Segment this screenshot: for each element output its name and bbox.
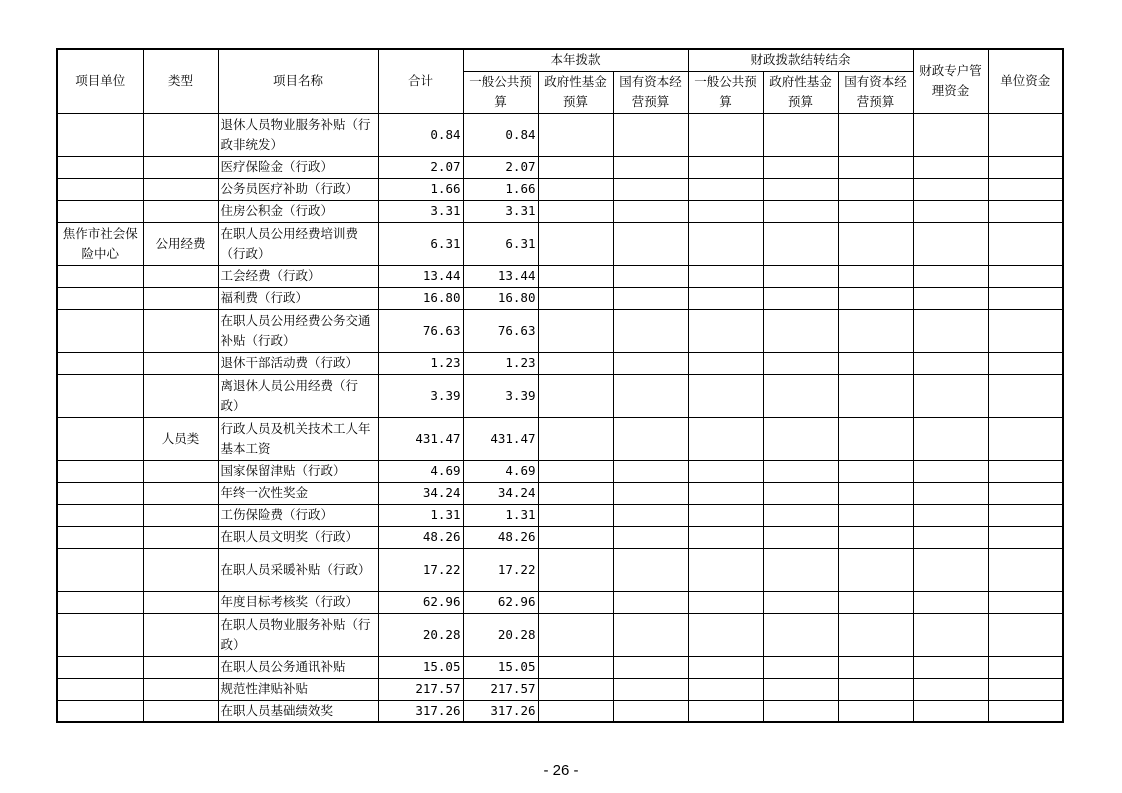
type-cell xyxy=(143,374,218,417)
table-row xyxy=(57,504,1063,526)
table-row xyxy=(57,417,1063,460)
type-cell xyxy=(143,113,218,156)
cy-general-cell: 2.07 xyxy=(463,156,538,178)
empty-cell xyxy=(838,613,913,656)
empty-cell xyxy=(688,352,763,374)
empty-cell xyxy=(538,548,613,591)
empty-cell xyxy=(688,265,763,287)
empty-cell xyxy=(838,287,913,309)
unit-cell xyxy=(57,178,143,200)
empty-cell xyxy=(613,222,688,265)
empty-cell xyxy=(688,156,763,178)
total-cell: 62.96 xyxy=(378,591,463,613)
total-cell: 13.44 xyxy=(378,265,463,287)
empty-cell xyxy=(763,113,838,156)
table-row xyxy=(57,656,1063,678)
empty-cell xyxy=(763,265,838,287)
empty-cell xyxy=(538,200,613,222)
unit-cell xyxy=(57,678,143,700)
empty-cell xyxy=(613,352,688,374)
empty-cell xyxy=(763,678,838,700)
empty-cell xyxy=(913,178,988,200)
total-cell: 6.31 xyxy=(378,222,463,265)
cy-general-cell: 3.31 xyxy=(463,200,538,222)
type-cell xyxy=(143,178,218,200)
empty-cell xyxy=(763,504,838,526)
unit-cell xyxy=(57,482,143,504)
empty-cell xyxy=(913,460,988,482)
empty-cell xyxy=(613,482,688,504)
empty-cell xyxy=(913,482,988,504)
table-row xyxy=(57,156,1063,178)
empty-cell xyxy=(838,113,913,156)
empty-cell xyxy=(988,178,1063,200)
empty-cell xyxy=(988,656,1063,678)
empty-cell xyxy=(913,504,988,526)
total-cell: 4.69 xyxy=(378,460,463,482)
empty-cell xyxy=(538,265,613,287)
project-name-cell: 福利费（行政） xyxy=(218,287,378,309)
type-cell: 人员类 xyxy=(143,417,218,460)
total-cell: 1.31 xyxy=(378,504,463,526)
project-name-cell: 退休干部活动费（行政） xyxy=(218,352,378,374)
empty-cell xyxy=(838,265,913,287)
empty-cell xyxy=(913,200,988,222)
empty-cell xyxy=(613,526,688,548)
unit-cell xyxy=(57,113,143,156)
unit-cell xyxy=(57,265,143,287)
table-row xyxy=(57,222,1063,265)
project-name-cell: 退休人员物业服务补贴（行政非统发） xyxy=(218,113,378,156)
type-cell xyxy=(143,591,218,613)
empty-cell xyxy=(988,700,1063,722)
project-name-cell: 公务员医疗补助（行政） xyxy=(218,178,378,200)
table-row xyxy=(57,700,1063,722)
empty-cell xyxy=(838,504,913,526)
empty-cell xyxy=(688,548,763,591)
empty-cell xyxy=(688,222,763,265)
empty-cell xyxy=(913,222,988,265)
cy-general-cell: 431.47 xyxy=(463,417,538,460)
empty-cell xyxy=(538,113,613,156)
cy-general-cell: 317.26 xyxy=(463,700,538,722)
empty-cell xyxy=(763,222,838,265)
project-name-cell: 年终一次性奖金 xyxy=(218,482,378,504)
table-row xyxy=(57,613,1063,656)
project-name-cell: 行政人员及机关技术工人年基本工资 xyxy=(218,417,378,460)
empty-cell xyxy=(763,526,838,548)
type-cell xyxy=(143,309,218,352)
table-row xyxy=(57,309,1063,352)
project-name-cell: 工伤保险费（行政） xyxy=(218,504,378,526)
project-name-cell: 在职人员基础绩效奖 xyxy=(218,700,378,722)
empty-cell xyxy=(688,374,763,417)
unit-cell xyxy=(57,352,143,374)
empty-cell xyxy=(688,287,763,309)
unit-cell xyxy=(57,591,143,613)
cy-general-cell: 13.44 xyxy=(463,265,538,287)
empty-cell xyxy=(913,700,988,722)
empty-cell xyxy=(988,113,1063,156)
empty-cell xyxy=(988,548,1063,591)
empty-cell xyxy=(538,613,613,656)
cy-general-cell: 1.31 xyxy=(463,504,538,526)
empty-cell xyxy=(988,678,1063,700)
empty-cell xyxy=(913,526,988,548)
empty-cell xyxy=(988,482,1063,504)
table-row xyxy=(57,374,1063,417)
unit-cell xyxy=(57,613,143,656)
empty-cell xyxy=(538,504,613,526)
empty-cell xyxy=(538,156,613,178)
empty-cell xyxy=(913,656,988,678)
empty-cell xyxy=(838,222,913,265)
project-name-cell: 规范性津贴补贴 xyxy=(218,678,378,700)
empty-cell xyxy=(613,613,688,656)
empty-cell xyxy=(613,700,688,722)
empty-cell xyxy=(538,309,613,352)
empty-cell xyxy=(988,613,1063,656)
empty-cell xyxy=(688,482,763,504)
empty-cell xyxy=(538,460,613,482)
empty-cell xyxy=(763,700,838,722)
cy-general-cell: 17.22 xyxy=(463,548,538,591)
empty-cell xyxy=(538,700,613,722)
empty-cell xyxy=(763,460,838,482)
cy-general-cell: 34.24 xyxy=(463,482,538,504)
empty-cell xyxy=(613,265,688,287)
empty-cell xyxy=(538,526,613,548)
type-cell xyxy=(143,656,218,678)
header-current-year: 本年拨款 xyxy=(463,49,688,71)
header-special-fund: 财政专户管理资金 xyxy=(913,49,988,113)
project-name-cell: 离退休人员公用经费（行政） xyxy=(218,374,378,417)
project-name-cell: 医疗保险金（行政） xyxy=(218,156,378,178)
empty-cell xyxy=(913,548,988,591)
type-cell xyxy=(143,265,218,287)
cy-general-cell: 3.39 xyxy=(463,374,538,417)
empty-cell xyxy=(838,656,913,678)
empty-cell xyxy=(538,287,613,309)
table-row xyxy=(57,460,1063,482)
table-row xyxy=(57,178,1063,200)
empty-cell xyxy=(763,309,838,352)
empty-cell xyxy=(913,374,988,417)
empty-cell xyxy=(988,417,1063,460)
empty-cell xyxy=(688,200,763,222)
cy-general-cell: 217.57 xyxy=(463,678,538,700)
empty-cell xyxy=(838,309,913,352)
empty-cell xyxy=(913,309,988,352)
header-cy-general: 一般公共预算 xyxy=(463,71,538,113)
empty-cell xyxy=(688,460,763,482)
empty-cell xyxy=(763,656,838,678)
total-cell: 15.05 xyxy=(378,656,463,678)
table-row xyxy=(57,113,1063,156)
empty-cell xyxy=(988,526,1063,548)
empty-cell xyxy=(763,178,838,200)
project-name-cell: 在职人员公用经费公务交通补贴（行政） xyxy=(218,309,378,352)
unit-cell xyxy=(57,548,143,591)
type-cell xyxy=(143,460,218,482)
empty-cell xyxy=(838,352,913,374)
empty-cell xyxy=(613,678,688,700)
type-cell xyxy=(143,156,218,178)
empty-cell xyxy=(913,113,988,156)
header-project-name: 项目名称 xyxy=(218,49,378,113)
empty-cell xyxy=(538,352,613,374)
header-unit: 项目单位 xyxy=(57,49,143,113)
total-cell: 3.31 xyxy=(378,200,463,222)
empty-cell xyxy=(763,156,838,178)
table-row xyxy=(57,548,1063,591)
empty-cell xyxy=(613,178,688,200)
empty-cell xyxy=(913,287,988,309)
header-cy-gov-fund: 政府性基金预算 xyxy=(538,71,613,113)
cy-general-cell: 1.66 xyxy=(463,178,538,200)
project-name-cell: 在职人员公务通讯补贴 xyxy=(218,656,378,678)
total-cell: 34.24 xyxy=(378,482,463,504)
cy-general-cell: 20.28 xyxy=(463,613,538,656)
unit-cell: 焦作市社会保险中心 xyxy=(57,222,143,265)
empty-cell xyxy=(838,591,913,613)
total-cell: 317.26 xyxy=(378,700,463,722)
empty-cell xyxy=(838,374,913,417)
empty-cell xyxy=(838,178,913,200)
empty-cell xyxy=(538,374,613,417)
total-cell: 16.80 xyxy=(378,287,463,309)
empty-cell xyxy=(613,417,688,460)
empty-cell xyxy=(688,526,763,548)
type-cell xyxy=(143,678,218,700)
empty-cell xyxy=(763,591,838,613)
empty-cell xyxy=(538,591,613,613)
empty-cell xyxy=(838,526,913,548)
empty-cell xyxy=(613,200,688,222)
unit-cell xyxy=(57,156,143,178)
header-co-state-capital: 国有资本经营预算 xyxy=(838,71,913,113)
table-row xyxy=(57,200,1063,222)
project-name-cell: 在职人员公用经费培训费（行政） xyxy=(218,222,378,265)
empty-cell xyxy=(688,178,763,200)
unit-cell xyxy=(57,526,143,548)
total-cell: 2.07 xyxy=(378,156,463,178)
unit-cell xyxy=(57,309,143,352)
page-number: - 26 - xyxy=(543,762,579,779)
unit-cell xyxy=(57,460,143,482)
cy-general-cell: 15.05 xyxy=(463,656,538,678)
empty-cell xyxy=(688,113,763,156)
total-cell: 1.23 xyxy=(378,352,463,374)
total-cell: 0.84 xyxy=(378,113,463,156)
empty-cell xyxy=(838,700,913,722)
budget-table-body xyxy=(57,113,1063,722)
empty-cell xyxy=(538,656,613,678)
type-cell xyxy=(143,482,218,504)
empty-cell xyxy=(988,156,1063,178)
total-cell: 48.26 xyxy=(378,526,463,548)
type-cell xyxy=(143,287,218,309)
cy-general-cell: 4.69 xyxy=(463,460,538,482)
total-cell: 217.57 xyxy=(378,678,463,700)
empty-cell xyxy=(688,700,763,722)
empty-cell xyxy=(838,548,913,591)
empty-cell xyxy=(838,417,913,460)
empty-cell xyxy=(988,265,1063,287)
type-cell xyxy=(143,548,218,591)
project-name-cell: 在职人员采暖补贴（行政） xyxy=(218,548,378,591)
table-row xyxy=(57,591,1063,613)
empty-cell xyxy=(988,591,1063,613)
table-row xyxy=(57,678,1063,700)
empty-cell xyxy=(613,156,688,178)
empty-cell xyxy=(988,287,1063,309)
empty-cell xyxy=(988,352,1063,374)
project-name-cell: 年度目标考核奖（行政） xyxy=(218,591,378,613)
total-cell: 17.22 xyxy=(378,548,463,591)
total-cell: 3.39 xyxy=(378,374,463,417)
header-co-gov-fund: 政府性基金预算 xyxy=(763,71,838,113)
type-cell: 公用经费 xyxy=(143,222,218,265)
empty-cell xyxy=(763,482,838,504)
cy-general-cell: 0.84 xyxy=(463,113,538,156)
empty-cell xyxy=(988,222,1063,265)
unit-cell xyxy=(57,374,143,417)
cy-general-cell: 48.26 xyxy=(463,526,538,548)
table-row xyxy=(57,265,1063,287)
type-cell xyxy=(143,700,218,722)
project-name-cell: 住房公积金（行政） xyxy=(218,200,378,222)
empty-cell xyxy=(838,482,913,504)
table-row xyxy=(57,482,1063,504)
empty-cell xyxy=(988,460,1063,482)
budget-table xyxy=(56,48,1064,723)
empty-cell xyxy=(613,113,688,156)
empty-cell xyxy=(538,482,613,504)
empty-cell xyxy=(913,265,988,287)
empty-cell xyxy=(688,613,763,656)
table-row xyxy=(57,526,1063,548)
empty-cell xyxy=(688,591,763,613)
cy-general-cell: 6.31 xyxy=(463,222,538,265)
empty-cell xyxy=(913,352,988,374)
empty-cell xyxy=(688,417,763,460)
total-cell: 431.47 xyxy=(378,417,463,460)
header-cy-state-capital: 国有资本经营预算 xyxy=(613,71,688,113)
empty-cell xyxy=(538,178,613,200)
empty-cell xyxy=(688,678,763,700)
header-type: 类型 xyxy=(143,49,218,113)
empty-cell xyxy=(613,548,688,591)
empty-cell xyxy=(763,417,838,460)
empty-cell xyxy=(913,678,988,700)
empty-cell xyxy=(763,287,838,309)
table-row xyxy=(57,287,1063,309)
header-co-general: 一般公共预算 xyxy=(688,71,763,113)
total-cell: 76.63 xyxy=(378,309,463,352)
empty-cell xyxy=(613,460,688,482)
unit-cell xyxy=(57,504,143,526)
empty-cell xyxy=(988,374,1063,417)
cy-general-cell: 76.63 xyxy=(463,309,538,352)
empty-cell xyxy=(913,613,988,656)
unit-cell xyxy=(57,417,143,460)
empty-cell xyxy=(613,504,688,526)
type-cell xyxy=(143,352,218,374)
empty-cell xyxy=(613,374,688,417)
project-name-cell: 在职人员文明奖（行政） xyxy=(218,526,378,548)
total-cell: 1.66 xyxy=(378,178,463,200)
empty-cell xyxy=(838,460,913,482)
table-row xyxy=(57,352,1063,374)
empty-cell xyxy=(613,591,688,613)
cy-general-cell: 16.80 xyxy=(463,287,538,309)
unit-cell xyxy=(57,200,143,222)
empty-cell xyxy=(988,200,1063,222)
total-cell: 20.28 xyxy=(378,613,463,656)
empty-cell xyxy=(688,309,763,352)
header-total: 合计 xyxy=(378,49,463,113)
unit-cell xyxy=(57,287,143,309)
empty-cell xyxy=(838,200,913,222)
empty-cell xyxy=(688,504,763,526)
empty-cell xyxy=(988,309,1063,352)
type-cell xyxy=(143,613,218,656)
empty-cell xyxy=(538,678,613,700)
project-name-cell: 在职人员物业服务补贴（行政） xyxy=(218,613,378,656)
unit-cell xyxy=(57,700,143,722)
project-name-cell: 工会经费（行政） xyxy=(218,265,378,287)
empty-cell xyxy=(763,374,838,417)
project-name-cell: 国家保留津贴（行政） xyxy=(218,460,378,482)
cy-general-cell: 62.96 xyxy=(463,591,538,613)
empty-cell xyxy=(838,678,913,700)
type-cell xyxy=(143,526,218,548)
empty-cell xyxy=(988,504,1063,526)
empty-cell xyxy=(838,156,913,178)
empty-cell xyxy=(613,656,688,678)
header-carryover: 财政拨款结转结余 xyxy=(688,49,913,71)
empty-cell xyxy=(763,352,838,374)
empty-cell xyxy=(538,417,613,460)
cy-general-cell: 1.23 xyxy=(463,352,538,374)
empty-cell xyxy=(688,656,763,678)
empty-cell xyxy=(913,417,988,460)
empty-cell xyxy=(763,613,838,656)
empty-cell xyxy=(613,309,688,352)
unit-cell xyxy=(57,656,143,678)
type-cell xyxy=(143,200,218,222)
empty-cell xyxy=(613,287,688,309)
empty-cell xyxy=(763,200,838,222)
type-cell xyxy=(143,504,218,526)
empty-cell xyxy=(538,222,613,265)
empty-cell xyxy=(913,591,988,613)
empty-cell xyxy=(913,156,988,178)
header-unit-fund: 单位资金 xyxy=(988,49,1063,113)
empty-cell xyxy=(763,548,838,591)
